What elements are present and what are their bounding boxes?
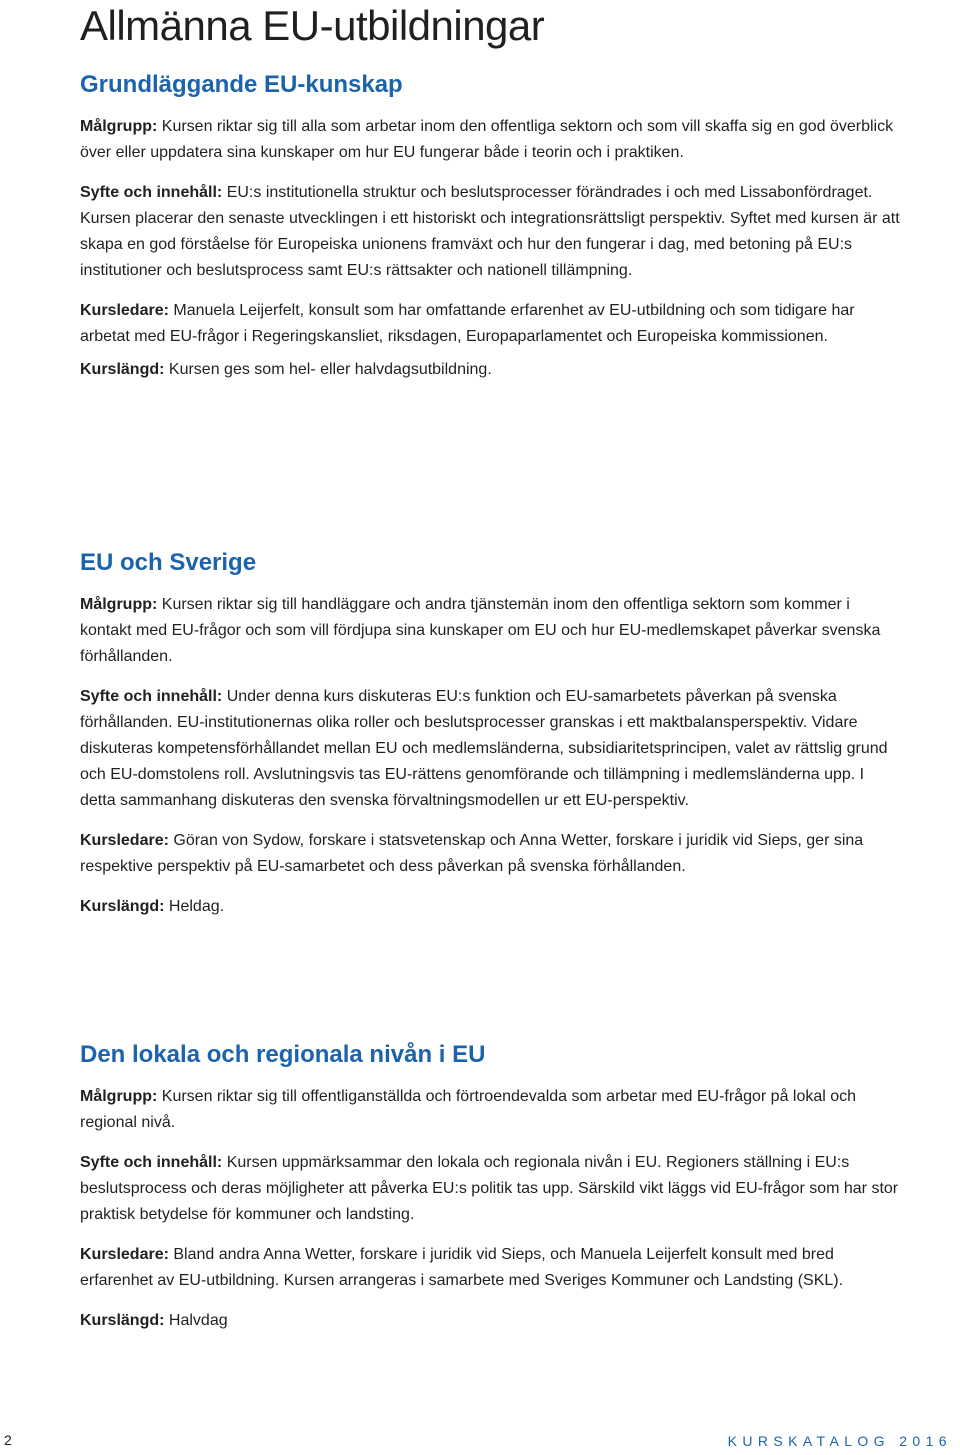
syfte-paragraph	[80, 684, 900, 814]
kurslangd-label: Kurslängd:	[80, 1312, 165, 1329]
syfte-label: Syfte och innehåll:	[80, 1154, 223, 1171]
malgrupp-label: Målgrupp:	[80, 1088, 158, 1105]
malgrupp-label: Målgrupp:	[80, 596, 158, 613]
section-heading: Den lokala och regionala nivån i EU	[80, 1041, 486, 1068]
kurslangd-paragraph	[80, 357, 900, 383]
kursledare-paragraph	[80, 298, 900, 350]
malgrupp-paragraph	[80, 592, 900, 670]
malgrupp-paragraph	[80, 1084, 900, 1136]
kursledare-label: Kursledare:	[80, 1246, 169, 1263]
malgrupp-text: Kursen riktar sig till offentliganställda och förtroendevalda som arbetar med EU-frågor på lokal och regional nivå.	[80, 1088, 857, 1131]
kurslangd-text: Halvdag	[168, 1312, 228, 1329]
kursledare-label: Kursledare:	[80, 302, 169, 319]
kurslangd-text: Kursen ges som hel- eller halvdagsutbildning.	[168, 361, 492, 378]
section-heading: Grundläggande EU-kunskap	[80, 71, 403, 98]
kurslangd-label: Kurslängd:	[80, 898, 165, 915]
kursledare-text: Göran von Sydow, forskare i statsvetenskap och Anna Wetter, forskare i juridik vid Sieps, ger sina respektive perspektiv på EU-samarbetet och dess påverkan på svenska förhållanden.	[80, 832, 864, 875]
malgrupp-paragraph	[80, 114, 900, 166]
kursledare-text: Manuela Leijerfelt, konsult som har omfattande erfarenhet av EU-utbildning och som tidigare har arbetat med EU-frågor i Regeringskansliet, riksdagen, Europaparlamentet och Europeiska kommissionen.	[80, 302, 855, 345]
course-section-grundlaggande	[80, 70, 900, 397]
kursledare-paragraph	[80, 1242, 900, 1294]
section-heading: EU och Sverige	[80, 549, 257, 576]
kursledare-label: Kursledare:	[80, 832, 169, 849]
kursledare-paragraph	[80, 828, 900, 880]
syfte-text: EU:s institutionella struktur och beslutsprocesser förändrades i och med Lissabonfördraget. Kursen placerar den senaste utvecklingen i ett historiskt och integrationsrättsligt perspektiv. Syftet med kursen är att skapa en god förståelse för Europeiska unionens framväxt och hur den fungerar i dag, med betoning på EU:s institutioner och beslutsprocess samt EU:s rättsakter och nationell tillämpning.	[80, 184, 900, 279]
kurslangd-paragraph	[80, 894, 900, 920]
kurslangd-label: Kurslängd:	[80, 361, 165, 378]
malgrupp-label: Målgrupp:	[80, 118, 158, 135]
kurslangd-text: Heldag.	[168, 898, 225, 915]
page-number: 2	[4, 1432, 12, 1448]
malgrupp-text: Kursen riktar sig till handläggare och andra tjänstemän inom den offentliga sektorn som kommer i kontakt med EU-frågor och som vill fördjupa sina kunskaper om EU och hur EU-medlemskapet påverkar svenska förhållanden.	[80, 596, 881, 665]
page-title: Allmänna EU-utbildningar	[80, 2, 545, 49]
course-section-eu-och-sverige	[80, 548, 900, 934]
syfte-paragraph	[80, 180, 900, 284]
course-section-lokala-regionala	[80, 1040, 900, 1348]
kursledare-text: Bland andra Anna Wetter, forskare i juridik vid Sieps, och Manuela Leijerfelt konsult med bred erfarenhet av EU-utbildning. Kursen arrangeras i samarbete med Sveriges Kommuner och Landsting (SKL).	[80, 1246, 844, 1289]
syfte-label: Syfte och innehåll:	[80, 184, 223, 201]
malgrupp-text: Kursen riktar sig till alla som arbetar inom den offentliga sektorn och som vill skaffa sig en god överblick över eller uppdatera sina kunskaper om hur EU fungerar både i teorin och i praktiken.	[80, 118, 894, 161]
syfte-text: Under denna kurs diskuteras EU:s funktion och EU-samarbetets påverkan på svenska förhållanden. EU-institutionernas olika roller och beslutsprocesser granskas i ett maktbalansperspektiv. Vidare diskuteras kompetensförhållandet mellan EU och medlemsländerna, subsidiaritetsprincipen, valet av rättslig grund och EU-domstolens roll. Avslutningsvis tas EU-rättens genomförande och tillämpning i medlemsländerna upp. I detta sammanhang diskuteras den svenska förvaltningsmodellen ur ett EU-perspektiv.	[80, 688, 888, 809]
syfte-text: Kursen uppmärksammar den lokala och regionala nivån i EU. Regioners ställning i EU:s beslutsprocess och deras möjligheter att påverka EU:s politik tas upp. Särskild vikt läggs vid EU-frågor som har stor praktisk betydelse för kommuner och landsting.	[80, 1154, 899, 1223]
kurslangd-paragraph	[80, 1308, 900, 1334]
catalog-brand: KURSKATALOG 2016	[727, 1433, 952, 1449]
syfte-paragraph	[80, 1150, 900, 1228]
syfte-label: Syfte och innehåll:	[80, 688, 223, 705]
